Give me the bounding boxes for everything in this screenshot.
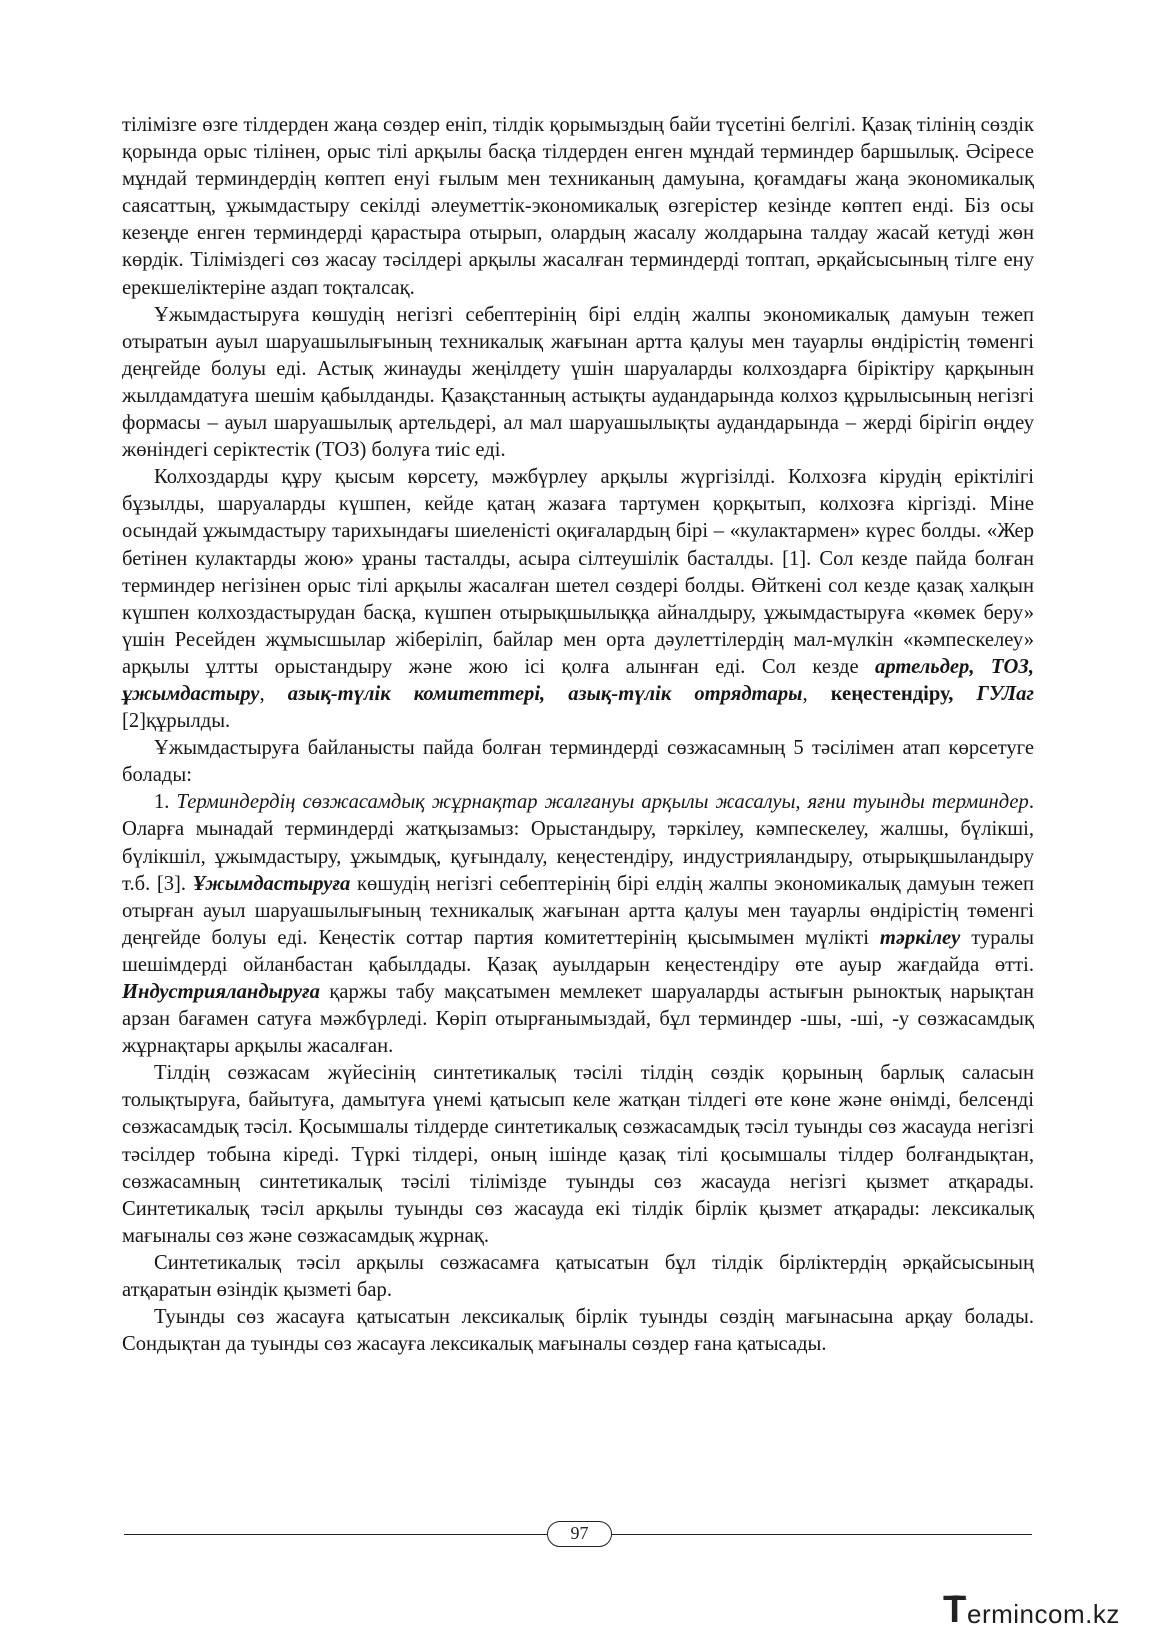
paragraph-4: [122, 735, 1034, 789]
text-run: 1.: [154, 791, 177, 814]
text-run: тілімізге өзге тілдерден жаңа сөздер еніп, тілдік қорымыздың байи түсетіні белгілі. Қазақ тілінің сөздік қорында орыс тілінен, орыс тілі арқылы басқа тілдерден енген мұндай терминдер баршылық. Әсіресе мұндай терминдердің көптеп енуі ғылым мен техниканың дамуына, қоғамдағы жаңа экономикалық саясаттың, ұжымдастыру секілді әлеуметтік-экономикалық өзгерістер кезінде көптеп енді. Біз осы кезеңде енген терминдерді қарастыра отырып, олардың жасалу жолдарына талдау жасай кетуді жөн көрдік. Тіліміздегі сөз жасау тәсілдері арқылы жасалған терминдерді топтап, әрқайсысының тілге ену ерекшеліктеріне аздап тоқталсақ.: [122, 114, 1034, 299]
text-run: ,: [802, 682, 831, 705]
text-run: Тілдің сөзжасам жүйесінің синтетикалық тәсілі тілдің сөздік қорының барлық саласын толықтыруға, байытуға, дамытуға үнемі қатысып келе жатқан тілдегі өте көне және өнімді, белсенді сөзжасамдық тәсіл. Қосымшалы тілдерде синтетикалық сөзжасамдық тәсіл туынды сөз жасауда негізгі тәсілдер тобына кіреді. Түркі тілдері, оның ішінде қазақ тілі қосымшалы тілдер болғандықтан, сөзжасамның синтетикалық тәсілі тілімізде туынды сөз жасауда негізгі қызмет атқарады. Синтетикалық тәсіл арқылы туынды сөз жасауда екі тілдік бірлік қызмет атқарады: лексикалық мағыналы сөз және сөзжасамдық жұрнақ.: [122, 1062, 1034, 1247]
footer-rule-left: [124, 1534, 547, 1535]
emphasized-term: ГУЛаг: [976, 682, 1034, 705]
emphasized-term: тәркілеу: [879, 926, 961, 949]
emphasized-term: Терминдердің сөзжасамдық жұрнақтар жалғануы арқылы жасалуы, яғни туынды терминдер: [176, 791, 1029, 814]
emphasized-term: азық-түлік комитеттері, азық-түлік отрядтары: [287, 682, 803, 705]
watermark-letter: T: [943, 1589, 967, 1631]
paragraph-8: [122, 1304, 1034, 1358]
emphasized-term: Индустрияландыруға: [122, 981, 320, 1003]
emphasized-term: кеңестендіру,: [830, 682, 977, 705]
document-body: [122, 112, 1034, 1358]
watermark-text: ermincom.kz: [967, 1599, 1120, 1629]
text-run: ,: [259, 682, 288, 705]
text-run: Туынды сөз жасауға қатысатын лексикалық бірлік туынды сөздің мағынасына арқау болады. Сондықтан да туынды сөз жасауға лексикалық мағыналы сөздер ғана қатысады.: [122, 1306, 1034, 1356]
paragraph-3: [122, 464, 1034, 735]
emphasized-term: артельдер, ТОЗ, ұжымдастыру: [122, 655, 1034, 705]
site-watermark-logo: [943, 1590, 1148, 1630]
text-run: Синтетикалық тәсіл арқылы сөзжасамға қатысатын бұл тілдік бірліктердің әрқайсысының атқаратын өзіндік қызметі бар.: [122, 1251, 1034, 1302]
footer-rule-right: [612, 1534, 1032, 1535]
text-run: қаржы табу мақсатымен мемлекет шаруаларды астығын рыноктық нарықтан арзан бағамен сатуға мәжбүрледі. Көріп отырғанымыздай, бұл терминдер -шы, -ші, -у сөзжасамдық жұрнақтары арқылы жасалған.: [122, 981, 1034, 1058]
text-run: [2]құрылды.: [122, 710, 231, 733]
paragraph-7: [122, 1250, 1034, 1304]
paragraph-5: [122, 789, 1034, 1060]
text-run: Ұжымдастыруға байланысты пайда болған терминдерді сөзжасамның 5 тәсілімен атап көрсетуге болады:: [122, 737, 1034, 787]
text-run: Колхоздарды құру қысым көрсету, мәжбүрлеу арқылы жүргізілді. Колхозға кірудің еріктілігі бұзылды, шаруаларды күшпен, кейде қатаң жазаға тартумен қорқытып, колхозға кіргізді. Міне осындай ұжымдастыру тарихындағы шиеленісті оқиғалардың бірі – «кулактармен» күрес болды. «Жер бетінен кулактарды жою» ұраны тасталды, асыра сілтеушілік басталды. [1]. Сол кезде пайда болған терминдер негізінен орыс тілі арқылы жасалған шетел сөздері болды. Өйткені сол кезде қазақ халқын күшпен колхоздастырудан басқа, күшпен отырықшылыққа айналдыру, ұжымдастыруға «көмек беру» үшін Ресейден жұмысшылар жіберіліп, байлар мен орта дәулеттілердің мал-мүлкін «кәмпескелеу» арқылы ұлтты орыстандыру және жою ісі қолға алынған еді. Сол кезде: [122, 466, 1034, 678]
text-run: көшудің негізгі себептерінің бірі елдің жалпы экономикалық дамуын тежеп отырған ауыл шаруашылығының техникалық жағынан артта қалуы мен тауарлы өндірістің төменгі деңгейде болуы еді. Кеңестік соттар партия комитеттерінің қысымымен мүлікті: [122, 872, 1035, 949]
paragraph-2: [122, 302, 1034, 465]
text-run: . Оларға мынадай терминдерді жатқызамыз: Орыстандыру, тәркілеу, кәмпескелеу, жалшы, бүлікші, бүлікшіл, ұжымдастыру, ұжымдық, қуғындалу, кеңестендіру, индустрияландыру, отырықшыландыру т.б. [3].: [122, 791, 1034, 895]
text-run: Ұжымдастыруға көшудің негізгі себептерінің бірі елдің жалпы экономикалық дамуын тежеп отыратын ауыл шаруашылығының техникалық жағынан артта қалуы мен тауарлы өндірістің төменгі деңгейде болуы еді. Астық жинауды жеңілдету үшін шаруаларды колхоздарға біріктіру қарқынын жылдамдатуға шешім қабылданды. Қазақстанның астықты аудандарында колхоз құрылысының негізгі формасы – ауыл шаруашылық артельдері, ал мал шаруашылықты аудандарында – жерді бірігіп өңдеу жөніндегі серіктестік (ТОЗ) болуға тиіс еді.: [122, 303, 1034, 462]
emphasized-term: Ұжымдастыруға: [192, 872, 351, 895]
text-run: туралы шешімдерді ойланбастан қабылдады. Қазақ ауылдарын кеңестендіру өте ауыр жағдайда өтті.: [122, 926, 1034, 976]
page-number: 97: [547, 1521, 612, 1547]
paragraph-6: [122, 1060, 1034, 1250]
paragraph-1: [122, 112, 1034, 302]
